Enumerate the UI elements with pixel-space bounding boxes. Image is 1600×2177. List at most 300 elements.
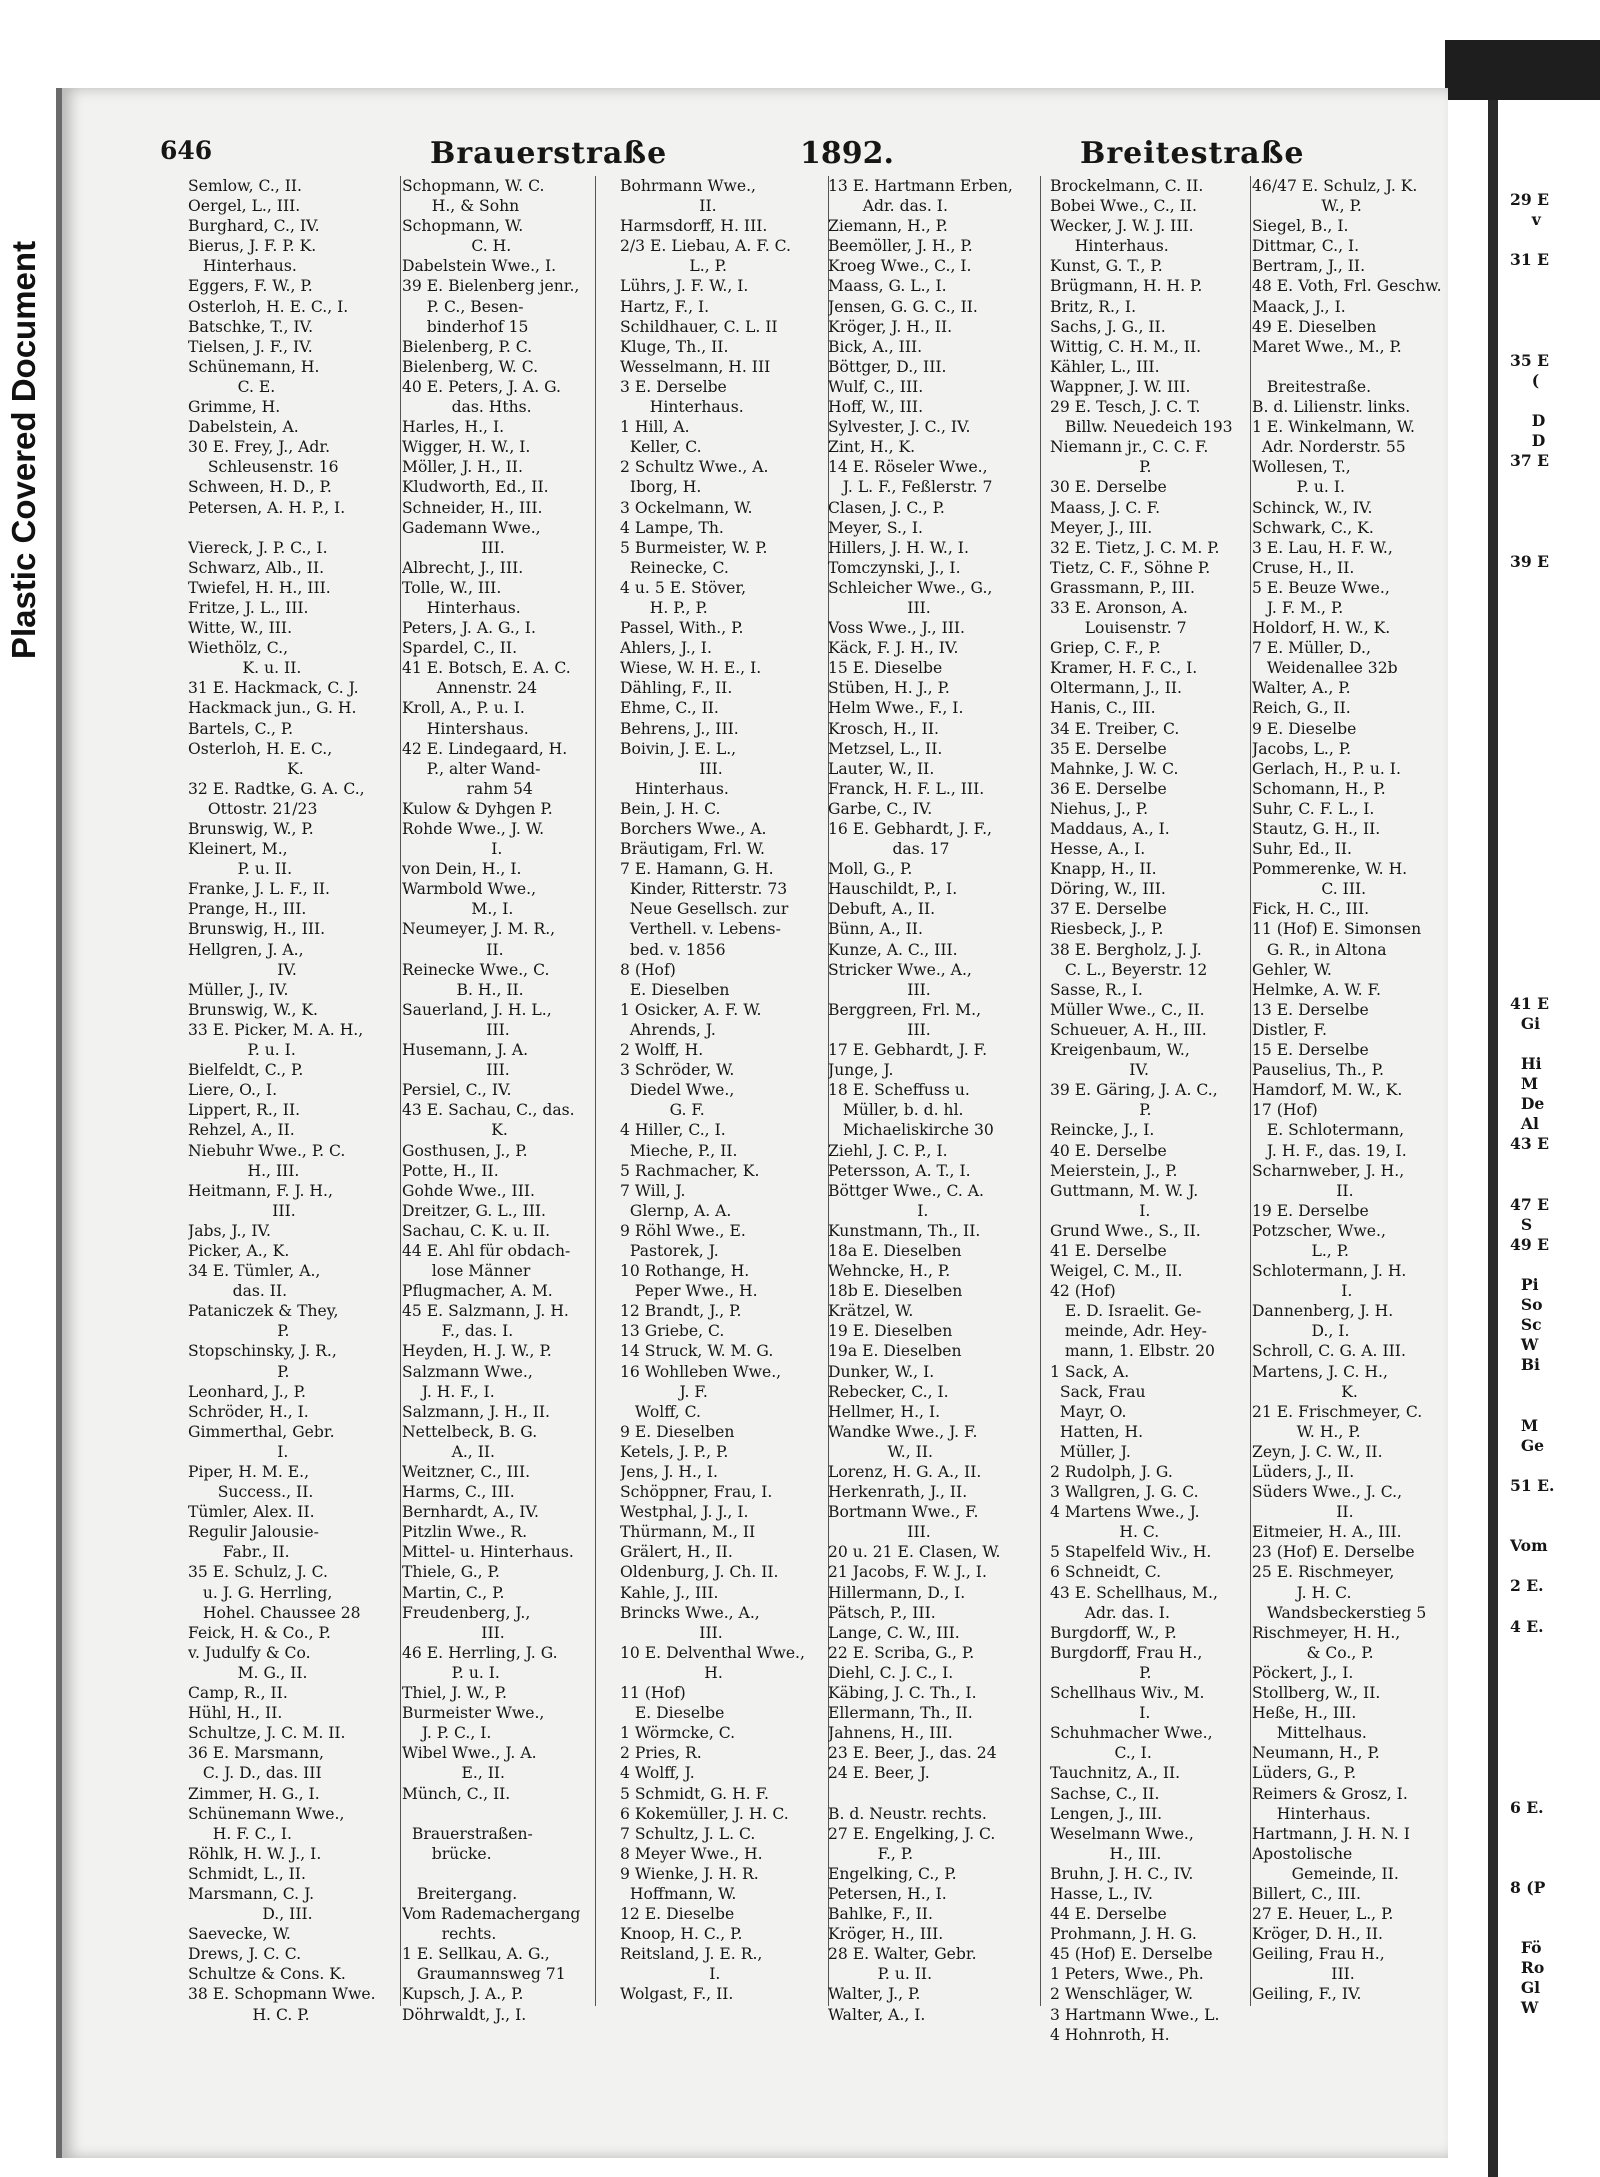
entry-line: Jacobs, L., P.	[1252, 739, 1352, 758]
entry-line: 2 Wolff, H.	[620, 1041, 704, 1060]
entry-line: H., III.	[188, 1161, 300, 1180]
entry-line: 34 E. Treiber, C.	[1050, 719, 1180, 738]
entry-line: Thiel, J. W., P.	[402, 1684, 507, 1703]
entry-line: v. Judulfy & Co.	[188, 1643, 311, 1662]
entry-line: 43 E. Schellhaus, M.,	[1050, 1583, 1218, 1602]
entry-line: Hühl, H., II.	[188, 1704, 283, 1723]
entry-line: 48 E. Voth, Frl. Geschw.	[1252, 277, 1442, 296]
entry-line: Hoffmann, W.	[620, 1884, 737, 1903]
entry-line: Gademann Wwe.,	[402, 518, 541, 537]
entry-line: Persiel, C., IV.	[402, 1081, 512, 1100]
entry-line: 46/47 E. Schulz, J. K.	[1252, 177, 1418, 195]
entry-line: Maret Wwe., M., P.	[1252, 337, 1402, 356]
fragment-line: 49 E	[1510, 1234, 1550, 1254]
fragment-line	[1510, 873, 1554, 893]
entry-line: 4 Hiller, C., I.	[620, 1121, 726, 1140]
entry-line: Lührs, J. F. W., I.	[620, 277, 749, 296]
entry-line: 49 E. Dieselben	[1252, 317, 1377, 336]
entry-line: W. H., P.	[1252, 1422, 1361, 1441]
entry-line: Bobei Wwe., C., II.	[1050, 197, 1197, 216]
entry-line: Ziehl, J. C. P., I.	[828, 1141, 948, 1160]
fragment-line: 4 E.	[1510, 1616, 1544, 1636]
entry-line: Beemöller, J. H., P.	[828, 237, 973, 256]
entry-line: Potzscher, Wwe.,	[1252, 1221, 1386, 1240]
entry-line: Borchers Wwe., A.	[620, 820, 767, 838]
entry-line: Wecker, J. W. J. III.	[1050, 217, 1194, 236]
entry-line: Hinterhaus.	[188, 257, 297, 276]
entry-line: Adr. das. I.	[828, 197, 948, 216]
entry-line: Petersen, H., I.	[828, 1884, 947, 1903]
entry-line: 30 E. Derselbe	[1050, 478, 1167, 497]
entry-line: Pauselius, Th., P.	[1252, 1061, 1384, 1080]
entry-line: 2 Wenschläger, W.	[1050, 1985, 1194, 2004]
entry-line: Kahle, J., III.	[620, 1583, 719, 1602]
entry-line: Zint, H., K.	[828, 438, 916, 457]
entry-line: Mieche, P., II.	[620, 1141, 738, 1160]
fragment-line	[1510, 632, 1554, 652]
entry-line: G. R., in Altona	[1252, 940, 1387, 959]
entry-line: Böttger Wwe., C. A.	[828, 1181, 984, 1200]
entry-line: Geiling, Frau H.,	[1252, 1945, 1385, 1964]
entry-line: Knapp, H., II.	[1050, 860, 1157, 879]
entry-line: Twiefel, H. H., III.	[188, 578, 331, 597]
entry-line: Schneider, H., III.	[402, 498, 543, 517]
entry-line: Tolle, W., III.	[402, 578, 502, 597]
fragment-line: 31 E	[1510, 250, 1550, 270]
entry-line: 37 E. Derselbe	[1050, 900, 1167, 919]
entry-line: Potte, H., II.	[402, 1161, 499, 1180]
entry-line: Wehncke, H., P.	[828, 1262, 951, 1281]
entry-line: 6 Kokemüller, J. H. C.	[620, 1804, 789, 1823]
fragment-line: Gl	[1510, 1978, 1541, 1998]
entry-line: Stopschinsky, J. R.,	[188, 1342, 337, 1361]
entry-line: Wolff, C.	[620, 1402, 701, 1421]
entry-line: Bielenberg, P. C.	[402, 337, 533, 356]
entry-line: Sachse, C., II.	[1050, 1784, 1160, 1803]
entry-line: Albrecht, J., III.	[402, 558, 524, 577]
fragment-line	[1510, 733, 1554, 753]
fragment-line	[1510, 532, 1554, 552]
entry-line: Niehus, J., P.	[1050, 799, 1149, 818]
entry-line: II.	[620, 197, 717, 216]
column-5	[1050, 176, 1233, 2045]
entry-line: P.	[188, 1362, 290, 1381]
entry-line: Franke, J. L. F., II.	[188, 880, 330, 899]
entry-line: 7 E. Hamann, G. H.	[620, 860, 774, 879]
entry-line: 7 Will, J.	[620, 1181, 686, 1200]
entry-line: 23 (Hof) E. Derselbe	[1252, 1543, 1415, 1562]
fragment-line	[1510, 793, 1554, 813]
entry-line: Bertram, J., II.	[1252, 257, 1366, 276]
entry-line: Reimers & Grosz, I.	[1252, 1784, 1408, 1803]
entry-line: Viereck, J. P. C., I.	[188, 538, 328, 557]
fragment-line: D	[1510, 411, 1546, 431]
fragment-line	[1510, 491, 1554, 511]
entry-line: Hauschildt, P., I.	[828, 880, 958, 899]
entry-line: Gosthusen, J., P.	[402, 1141, 528, 1160]
entry-line: 7 E. Müller, D.,	[1252, 639, 1371, 658]
entry-line: Lüders, J., II.	[1252, 1463, 1355, 1481]
entry-line: Piper, H. M. E.,	[188, 1463, 310, 1481]
entry-line: Neue Gesellsch. zur	[620, 900, 789, 919]
entry-line: Kramer, H. F. C., I.	[1050, 659, 1198, 678]
entry-line: Hinterhaus.	[1050, 237, 1169, 256]
fragment-line: Ge	[1510, 1435, 1545, 1455]
fragment-line	[1510, 1818, 1554, 1838]
entry-line: 15 E. Derselbe	[1252, 1041, 1369, 1060]
fragment-line	[1510, 833, 1554, 853]
entry-line: P. u. I.	[402, 1663, 500, 1682]
entry-line: E. Schlotermann,	[1252, 1121, 1405, 1140]
entry-line: Riesbeck, J., P.	[1050, 920, 1164, 939]
column-2	[402, 176, 580, 2025]
page-number: 646	[160, 136, 213, 165]
entry-line: Liere, O., I.	[188, 1081, 278, 1100]
entry-line: Leonhard, J., P.	[188, 1382, 306, 1401]
entry-line: Schleusenstr. 16	[188, 458, 339, 477]
fragment-line	[1510, 331, 1554, 351]
entry-line: 4 u. 5 E. Stöver,	[620, 578, 747, 597]
fragment-line: D	[1510, 431, 1546, 451]
entry-line: 36 E. Marsmann,	[188, 1744, 324, 1763]
entry-line: IV.	[188, 960, 297, 979]
column-4	[828, 176, 1013, 2025]
fragment-line	[1510, 1677, 1554, 1697]
entry-line: 4 Lampe, Th.	[620, 518, 724, 537]
fragment-line	[1510, 1597, 1554, 1617]
entry-line: Schuhmacher Wwe.,	[1050, 1724, 1213, 1743]
entry-line: I.	[828, 1201, 929, 1220]
scanner-border	[1445, 40, 1600, 100]
fragment-line	[1510, 1858, 1554, 1878]
entry-line: Wulf, C., III.	[828, 377, 924, 396]
entry-line: Burghard, C., IV.	[188, 217, 320, 236]
entry-line: B. d. Neustr. rechts.	[828, 1804, 987, 1823]
fragment-line	[1510, 230, 1554, 250]
entry-line: 16 E. Gebhardt, J. F.,	[828, 820, 992, 838]
entry-line: Dreitzer, G. L., III.	[402, 1201, 547, 1220]
entry-line: 41 E. Botsch, E. A. C.	[402, 659, 571, 678]
entry-line: Schlotermann, J. H.	[1252, 1262, 1407, 1281]
entry-line: Kulow & Dyhgen P.	[402, 799, 553, 818]
entry-line: 12 Brandt, J., P.	[620, 1302, 742, 1321]
entry-line: 46 E. Herrling, J. G.	[402, 1643, 558, 1662]
entry-line: Hackmack jun., G. H.	[188, 699, 357, 718]
entry-line: III.	[620, 759, 723, 778]
entry-line: Mahnke, J. W. C.	[1050, 759, 1179, 778]
entry-line: III.	[402, 1061, 510, 1080]
entry-line: 1 Peters, Wwe., Ph.	[1050, 1965, 1204, 1984]
entry-line: Kupsch, J. A., P.	[402, 1985, 524, 2004]
entry-line: 30 E. Frey, J., Adr.	[188, 438, 331, 457]
entry-line: 19 E. Derselbe	[1252, 1201, 1369, 1220]
entry-line: Kludworth, Ed., II.	[402, 478, 549, 497]
entry-line: mann, 1. Elbstr. 20	[1050, 1342, 1215, 1361]
fragment-line	[1510, 753, 1554, 773]
entry-line: 1 E. Winkelmann, W.	[1252, 418, 1415, 437]
entry-line: 36 E. Derselbe	[1050, 779, 1167, 798]
entry-line: 35 E. Derselbe	[1050, 739, 1167, 758]
entry-line: Walter, J., P.	[828, 1985, 921, 2004]
entry-line: 5 Rachmacher, K.	[620, 1161, 760, 1180]
fragment-line: 6 E.	[1510, 1797, 1544, 1817]
entry-line: Schwark, C., K.	[1252, 518, 1374, 537]
entry-line: 9 E. Dieselbe	[1252, 719, 1357, 738]
entry-line: Mayr, O.	[1050, 1402, 1127, 1421]
fragment-line: 35 E	[1510, 350, 1550, 370]
entry-line: Grassmann, P., III.	[1050, 578, 1195, 597]
entry-line: 3 Hartmann Wwe., L.	[1050, 2005, 1220, 2024]
entry-line	[1252, 357, 1442, 377]
fragment-line	[1510, 512, 1554, 532]
entry-line: Münch, C., II.	[402, 1784, 511, 1803]
next-page-column	[1510, 190, 1554, 2019]
entry-line: Eggers, F. W., P.	[188, 277, 313, 296]
entry-line: das. 17	[828, 840, 950, 859]
entry-line: Oltermann, J., II.	[1050, 679, 1182, 698]
entry-line: Burgdorff, W., P.	[1050, 1623, 1177, 1642]
entry-line: Voss Wwe., J., III.	[828, 619, 966, 638]
fragment-line	[1510, 270, 1554, 290]
right-street-heading: Breitestraße	[1080, 136, 1305, 171]
entry-line: 39 E. Gäring, J. A. C.,	[1050, 1081, 1218, 1100]
entry-line: Schueuer, A. H., III.	[1050, 1020, 1207, 1039]
entry-line: rechts.	[402, 1925, 497, 1944]
fragment-line: 8 (P	[1510, 1877, 1546, 1897]
entry-line: Wibel Wwe., J. A.	[402, 1744, 537, 1763]
entry-line: F., P.	[828, 1844, 914, 1863]
entry-line: 8 (Hof)	[620, 960, 676, 979]
entry-line: Meyer, S., I.	[828, 518, 924, 537]
entry-line: Böttger, D., III.	[828, 357, 947, 376]
entry-line: Bielenberg, W. C.	[402, 357, 539, 376]
entry-line: IV.	[1050, 1061, 1149, 1080]
entry-line: Grälert, H., II.	[620, 1543, 733, 1562]
entry-line: Zeyn, J. C. W., II.	[1252, 1442, 1383, 1461]
entry-line: Oergel, L., III.	[188, 197, 301, 216]
entry-line: Britz, R., I.	[1050, 297, 1137, 316]
entry-line: Brügmann, H. H. P.	[1050, 277, 1203, 296]
column-rule	[1250, 176, 1251, 2006]
entry-line: Behrens, J., III.	[620, 719, 739, 738]
entry-line: Schleicher Wwe., G.,	[828, 578, 993, 597]
entry-line: Wesselmann, H. III	[620, 357, 771, 376]
entry-line: Reinecke Wwe., C.	[402, 960, 550, 979]
entry-line: Warmbold Wwe.,	[402, 880, 537, 899]
entry-line: Weigel, C. M., II.	[1050, 1262, 1183, 1281]
fragment-line: W	[1510, 1998, 1539, 2018]
entry-line: brücke.	[402, 1844, 492, 1863]
entry-line: Westphal, J. J., I.	[620, 1503, 749, 1522]
entry-line: L., P.	[1252, 1241, 1349, 1260]
entry-line: Garbe, C., IV.	[828, 799, 933, 818]
entry-line: Schroll, C. G. A. III.	[1252, 1342, 1406, 1361]
entry-line: Suhr, Ed., II.	[1252, 840, 1352, 859]
entry-line: 13 E. Hartmann Erben,	[828, 177, 1013, 195]
entry-line: Marsmann, C. J.	[188, 1884, 315, 1903]
entry-line: 25 E. Rischmeyer,	[1252, 1563, 1395, 1582]
entry-line: Nettelbeck, B. G.	[402, 1422, 538, 1441]
entry-line: Schöppner, Frau, I.	[620, 1483, 773, 1502]
entry-line: Annenstr. 24	[402, 679, 538, 698]
entry-line: 10 Rothange, H.	[620, 1262, 750, 1281]
entry-line: Kähler, L., III.	[1050, 357, 1160, 376]
entry-line: J. H. F., I.	[402, 1382, 495, 1401]
entry-line: Kluge, Th., II.	[620, 337, 729, 356]
entry-line: Hatten, H.	[1050, 1422, 1144, 1441]
entry-line: Prange, H., III.	[188, 900, 307, 919]
fragment-line	[1510, 1516, 1554, 1536]
fragment-line	[1510, 853, 1554, 873]
entry-line: Dittmar, C., I.	[1252, 237, 1360, 256]
fragment-line	[1510, 1496, 1554, 1516]
entry-line: Stüben, H. J., P.	[828, 679, 950, 698]
fragment-line	[1510, 913, 1554, 933]
entry-line: 21 E. Frischmeyer, C.	[1252, 1402, 1423, 1421]
entry-line: Schünemann Wwe.,	[188, 1804, 345, 1823]
fragment-line: W	[1510, 1335, 1539, 1355]
entry-line: 28 E. Walter, Gebr.	[828, 1945, 977, 1964]
entry-line: Kroeg Wwe., C., I.	[828, 257, 972, 276]
column-rule	[595, 176, 596, 2006]
entry-line: 15 E. Dieselbe	[828, 659, 943, 678]
entry-line: Bierus, J. F. P. K.	[188, 237, 317, 256]
entry-line: Meyer, J., III.	[1050, 518, 1153, 537]
fragment-line	[1510, 1376, 1554, 1396]
fragment-line	[1510, 1918, 1554, 1938]
entry-line	[402, 1804, 580, 1824]
entry-line: Maddaus, A., I.	[1050, 820, 1170, 838]
entry-line: Verthell. v. Lebens-	[620, 920, 781, 939]
entry-line: C. III.	[1252, 880, 1367, 899]
entry-line: 17 E. Gebhardt, J. F.	[828, 1041, 988, 1060]
entry-line: Jabs, J., IV.	[188, 1221, 272, 1240]
entry-line: Brunswig, H., III.	[188, 920, 326, 939]
entry-line: Müller, J., IV.	[188, 980, 289, 999]
entry-line: 24 E. Beer, J.	[828, 1764, 930, 1783]
entry-line: Wiethölz, C.,	[188, 639, 289, 658]
entry-line: Billert, C., III.	[1252, 1884, 1361, 1903]
fragment-line: Sc	[1510, 1315, 1542, 1335]
entry-line: 5 E. Beuze Wwe.,	[1252, 578, 1390, 597]
entry-line: Ahrends, J.	[620, 1020, 716, 1039]
entry-line: L., P.	[620, 257, 727, 276]
entry-line: Dähling, F., II.	[620, 679, 733, 698]
fragment-line	[1510, 1456, 1554, 1476]
entry-line: 11 (Hof)	[620, 1684, 686, 1703]
entry-line: 9 Wienke, J. H. R.	[620, 1864, 759, 1883]
entry-line: Geiling, F., IV.	[1252, 1985, 1362, 2004]
fragment-line	[1510, 311, 1554, 331]
entry-line: Vom Rademachergang	[402, 1905, 581, 1924]
entry-line: Knoop, H. C., P.	[620, 1925, 743, 1944]
entry-line: Fick, H. C., III.	[1252, 900, 1370, 919]
entry-line: Heitmann, F. J. H.,	[188, 1181, 333, 1200]
fragment-line: (	[1510, 370, 1540, 390]
entry-line: 5 Schmidt, G. H. F.	[620, 1784, 769, 1803]
side-label	[2, 170, 46, 730]
entry-line: 34 E. Tümler, A.,	[188, 1262, 321, 1281]
entry-line: Reich, G., II.	[1252, 699, 1351, 718]
entry-line: Weselmann Wwe.,	[1050, 1824, 1194, 1843]
entry-line: J. L. F., Feßlerstr. 7	[828, 478, 993, 497]
entry-line: 19 E. Dieselben	[828, 1322, 953, 1341]
fragment-line	[1510, 933, 1554, 953]
entry-line: Schomann, H., P.	[1252, 779, 1386, 798]
entry-line: Dunker, W., I.	[828, 1362, 935, 1381]
fragment-line: De	[1510, 1094, 1545, 1114]
fragment-line: S	[1510, 1214, 1533, 1234]
entry-line: Adr. Norderstr. 55	[1252, 438, 1406, 457]
entry-line: Meierstein, J., P.	[1050, 1161, 1178, 1180]
entry-line: I.	[620, 1965, 721, 1984]
entry-line: Pastorek, J.	[620, 1241, 719, 1260]
entry-line: Petersen, A. H. P., I.	[188, 498, 346, 517]
entry-line: Zimmer, H. G., I.	[188, 1784, 320, 1803]
entry-line: Kröger, D. H., II.	[1252, 1925, 1383, 1944]
entry-line: Reitsland, J. E. R.,	[620, 1945, 763, 1964]
entry-line: Niemann jr., C. C. F.	[1050, 438, 1209, 457]
entry-line: Wittig, C. H. M., II.	[1050, 337, 1202, 356]
entry-line: Hamdorf, M. W., K.	[1252, 1081, 1403, 1100]
entry-line: das. Hths.	[402, 398, 532, 417]
entry-line: 3 Ockelmann, W.	[620, 498, 753, 517]
entry-line: J. F.	[620, 1382, 708, 1401]
entry-line: 1 Wörmcke, C.	[620, 1724, 736, 1743]
entry-line: Rischmeyer, H. H.,	[1252, 1623, 1401, 1642]
fragment-line	[1510, 1657, 1554, 1677]
entry-line: P. C., Besen-	[402, 297, 524, 316]
entry-line: Debuft, A., II.	[828, 900, 936, 919]
entry-line: Wiese, W. H. E., I.	[620, 659, 762, 678]
fragment-line	[1510, 813, 1554, 833]
entry-line: Krosch, H., II.	[828, 719, 939, 738]
entry-line: 7 Schultz, J. L. C.	[620, 1824, 756, 1843]
entry-line: Sauerland, J. H. L.,	[402, 1000, 552, 1019]
entry-line: 32 E. Radtke, G. A. C.,	[188, 779, 365, 798]
entry-line: 35 E. Schulz, J. C.	[188, 1563, 329, 1582]
entry-line: D., III.	[188, 1905, 313, 1924]
entry-line: I.	[1050, 1704, 1151, 1723]
left-street-heading: Brauerstraße	[430, 136, 668, 171]
entry-line: 40 E. Peters, J. A. G.	[402, 377, 561, 396]
entry-line: Kunst, G. T., P.	[1050, 257, 1163, 276]
fragment-line	[1510, 1737, 1554, 1757]
entry-line: 44 E. Derselbe	[1050, 1905, 1167, 1924]
entry-line	[402, 1864, 580, 1884]
page-header	[160, 136, 1360, 170]
entry-line: Wandsbeckerstieg 5	[1252, 1603, 1427, 1622]
entry-line: Witte, W., III.	[188, 619, 293, 638]
entry-line: III.	[188, 1201, 296, 1220]
entry-line: Käbing, J. C. Th., I.	[828, 1684, 977, 1703]
entry-line: Schinck, W., IV.	[1252, 498, 1373, 517]
entry-line: Gehler, W.	[1252, 960, 1332, 979]
entry-line: Hinterhaus.	[402, 598, 521, 617]
entry-line: Helmke, A. W. F.	[1252, 980, 1381, 999]
entry-line: 18 E. Scheffuss u.	[828, 1081, 970, 1100]
entry-line: Michaeliskirche 30	[828, 1121, 994, 1140]
entry-line: Weidenallee 32b	[1252, 659, 1398, 678]
entry-line: 2 Pries, R.	[620, 1744, 702, 1763]
entry-line: 19a E. Dieselben	[828, 1342, 962, 1361]
entry-line: Salzmann, J. H., II.	[402, 1402, 550, 1421]
entry-line: 20 u. 21 E. Clasen, W.	[828, 1543, 1001, 1562]
entry-line: E., II.	[402, 1764, 506, 1783]
entry-line: III.	[1252, 1965, 1355, 1984]
entry-line: 4 Martens Wwe., J.	[1050, 1503, 1200, 1522]
entry-line: Regulir Jalousie-	[188, 1523, 319, 1542]
